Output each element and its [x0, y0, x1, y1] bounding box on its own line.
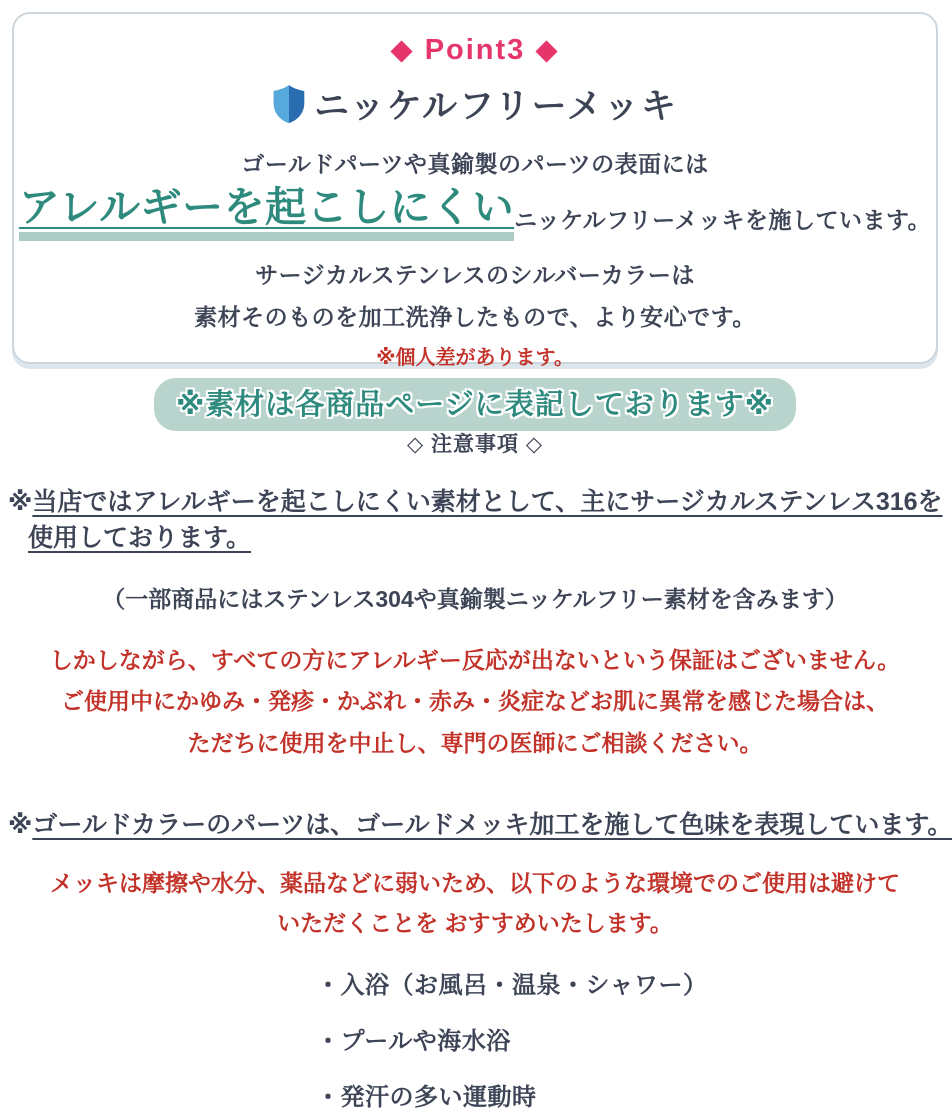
reference-mark: ※ — [8, 488, 33, 516]
list-item: ・発汗の多い運動時 — [316, 1083, 537, 1111]
detail-line-2: 素材そのものを加工洗浄したもので、より安心です。 — [194, 304, 756, 331]
allergy-suffix-text: ニッケルフリーメッキを施しています。 — [514, 207, 932, 234]
individual-difference-note: ※個人差があります。 — [376, 347, 574, 370]
material-statement-line2: 使用しております。 — [28, 524, 252, 553]
intro-line: ゴールドパーツや真鍮製のパーツの表面には — [241, 151, 709, 177]
allergy-highlight-row — [14, 185, 936, 241]
material-statement-line1: ※当店ではアレルギーを起こしにくい素材として、主にサージカルステンレス316を — [8, 488, 943, 516]
nickel-free-heading: ニッケルフリーメッキ — [314, 87, 678, 126]
detail-line-1: サージカルステンレスのシルバーカラーは — [255, 262, 695, 289]
nickel-free-heading-row — [14, 79, 936, 129]
warning-line: ご使用中にかゆみ・発疹・かぶれ・赤み・炎症などお肌に異常を感じた場合は、 — [61, 688, 889, 715]
point3-feature-box — [12, 12, 938, 422]
plating-caution-paragraph — [0, 863, 950, 944]
caution-line: いただくことを おすすめいたします。 — [277, 910, 673, 937]
material-info-pill: ※素材は各商品ページに表記しております※ — [154, 378, 796, 431]
point3-title: ◆ Point3 ◆ — [390, 34, 560, 66]
list-item: ・入浴（お風呂・温泉・シャワー） — [316, 971, 708, 999]
material-statement — [8, 484, 942, 557]
caution-line: メッキは摩擦や水分、薬品などに弱いため、以下のような環境でのご使用は避けて — [49, 870, 901, 897]
gold-color-statement: ※ゴールドカラーのパーツは、ゴールドメッキ加工を施して色味を表現しています。 — [8, 811, 952, 840]
reference-mark: ※ — [8, 811, 33, 840]
warning-line: ただちに使用を中止し、専門の医師にご相談ください。 — [187, 730, 763, 757]
shield-icon — [272, 84, 306, 124]
partial-products-note: （一部商品にはステンレス304や真鍮製ニッケルフリー素材を含みます） — [102, 585, 848, 612]
warning-line: しかしながら、すべての方にアレルギー反応が出ないという保証はございません。 — [49, 646, 901, 673]
list-item: ・プールや海水浴 — [316, 1027, 511, 1055]
notice-heading: ◇ 注意事項 ◇ — [407, 433, 543, 456]
allergy-highlight-text: アレルギーを起こしにくい — [19, 185, 514, 241]
allergy-warning-paragraph — [0, 640, 950, 766]
notice-section — [0, 428, 950, 1112]
avoid-situations-list — [0, 965, 950, 1112]
